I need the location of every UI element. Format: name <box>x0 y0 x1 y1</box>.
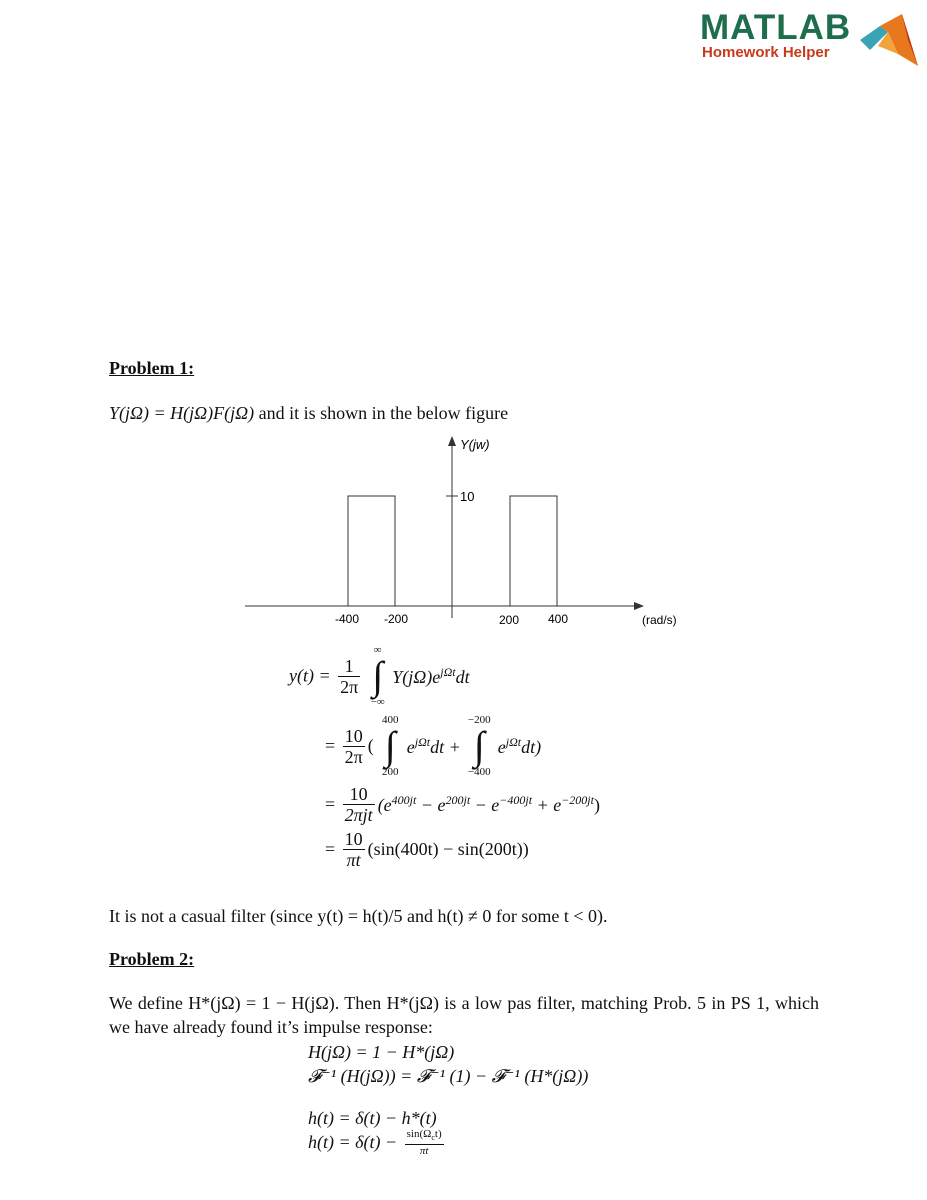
derivation-line-2 <box>325 714 541 778</box>
line3-frac-den: 2πjt <box>344 805 373 825</box>
level-label: 10 <box>460 489 475 504</box>
right-pulse <box>510 496 557 606</box>
line1-fraction <box>338 656 360 697</box>
derivation-line-1 <box>289 644 470 708</box>
problem2-paragraph: We define H*(jΩ) = 1 − H(jΩ). Then H*(jΩ) is a low pas filter, matching Prob. 5 in PS 1, which we have already found it’s impulse response: <box>109 993 819 1037</box>
problem2-eq4 <box>308 1128 447 1157</box>
spectrum-figure <box>240 432 700 632</box>
line3-body <box>378 795 600 815</box>
line3-exp3: −400jt <box>499 793 533 807</box>
eq4-num-sub: c <box>431 1133 435 1143</box>
eq4-fraction <box>405 1128 444 1157</box>
derivation-line-3 <box>325 784 600 825</box>
line1-upper-limit: ∞ <box>373 644 382 656</box>
line2-term-1 <box>406 734 461 757</box>
line2-integral-2 <box>465 714 493 778</box>
line2-integral-1 <box>378 714 402 778</box>
line2-int2-lower: −400 <box>467 766 491 778</box>
problem1-intro <box>109 401 508 425</box>
line4-eq: = <box>325 839 336 859</box>
line1-frac-num: 1 <box>338 656 360 677</box>
line1-exponent: jΩt <box>440 664 456 679</box>
tick-label-400: 400 <box>548 612 569 626</box>
eq4-denominator: πt <box>419 1145 429 1158</box>
line3-frac-num: 10 <box>343 784 375 805</box>
x-axis-label: (rad/s) <box>642 613 677 627</box>
line2-int2-upper: −200 <box>467 714 491 726</box>
y-axis-arrow <box>448 436 456 446</box>
line3-close: ) <box>593 795 600 815</box>
problem2-eq2: 𝓕⁻¹ (H(jΩ)) = 𝓕⁻¹ (1) − 𝓕⁻¹ (H*(jΩ)) <box>308 1066 589 1086</box>
line4-body: (sin(400t) − sin(200t)) <box>367 839 529 859</box>
integral-sign: ∫ <box>384 723 396 768</box>
line3-exp1: 400jt <box>391 793 417 807</box>
line2-int2-exp: jΩt <box>505 734 522 749</box>
intro-text: and it is shown in the below figure <box>258 403 509 423</box>
eq4-num-end: t) <box>434 1128 442 1140</box>
line2-int1-body: e <box>406 736 415 757</box>
line2-int2-body: e <box>497 736 506 757</box>
tick-label-neg400: -400 <box>335 612 360 626</box>
derivation-line-4 <box>325 829 529 870</box>
line2-fraction <box>343 726 365 767</box>
line1-frac-den: 2π <box>340 676 359 697</box>
x-axis-arrow <box>634 602 644 610</box>
eq4-lhs: h(t) = δ(t) − <box>308 1132 398 1153</box>
line2-frac-num: 10 <box>343 726 365 747</box>
integral-sign: ∫ <box>473 723 485 768</box>
matlab-membrane-icon <box>858 10 920 68</box>
line2-eq: = <box>325 735 336 756</box>
problem2-eq1: H(jΩ) = 1 − H*(jΩ) <box>308 1042 455 1062</box>
line4-frac-den: πt <box>346 850 361 870</box>
line2-open: ( <box>367 735 374 756</box>
line3-plus: + e <box>532 795 562 815</box>
tick-label-neg200: -200 <box>384 612 409 626</box>
intro-equation: Y(jΩ) = H(jΩ)F(jΩ) <box>109 403 255 423</box>
line3-eq: = <box>325 794 336 814</box>
line2-frac-den: 2π <box>344 746 363 767</box>
line3-minus2: − e <box>470 795 500 815</box>
problem2-heading: Problem 2: <box>109 949 195 969</box>
line1-integral <box>368 644 388 708</box>
line2-int1-dt: dt + <box>430 736 461 757</box>
line2-int1-lower: 200 <box>382 766 399 778</box>
line2-int2-dt: dt) <box>521 736 542 757</box>
problem2-eq3: h(t) = δ(t) − h*(t) <box>308 1108 437 1128</box>
problem1-heading: Problem 1: <box>109 358 195 378</box>
line3-exp2: 200jt <box>445 793 471 807</box>
line1-integrand <box>392 664 470 687</box>
line3-open: (e <box>377 795 392 815</box>
logo-title: MATLAB <box>700 8 852 47</box>
line3-exp4: −200jt <box>561 793 594 807</box>
line3-minus1: − e <box>416 795 446 815</box>
left-pulse <box>348 496 395 606</box>
line1-lhs: y(t) = <box>289 665 331 686</box>
eq4-num-base: sin(Ω <box>406 1128 432 1140</box>
line3-fraction <box>343 784 375 825</box>
eq4-numerator <box>405 1128 444 1145</box>
line4-frac-num: 10 <box>344 829 363 849</box>
line1-lower-limit: −∞ <box>370 696 385 708</box>
integral-sign: ∫ <box>372 653 384 698</box>
line1-integrand-base: Y(jΩ)e <box>392 666 441 687</box>
logo-subtitle: Homework Helper <box>702 44 830 61</box>
line2-int1-upper: 400 <box>382 714 399 726</box>
line4-fraction <box>343 829 365 870</box>
line2-int1-exp: jΩt <box>414 734 431 749</box>
problem1-conclusion: It is not a casual filter (since y(t) = h(t)/5 and h(t) ≠ 0 for some t < 0). <box>109 906 608 926</box>
y-axis-label: Y(jw) <box>460 437 490 452</box>
line1-dt: dt <box>455 666 470 687</box>
tick-label-200: 200 <box>499 613 520 627</box>
line2-term-2 <box>497 734 542 757</box>
